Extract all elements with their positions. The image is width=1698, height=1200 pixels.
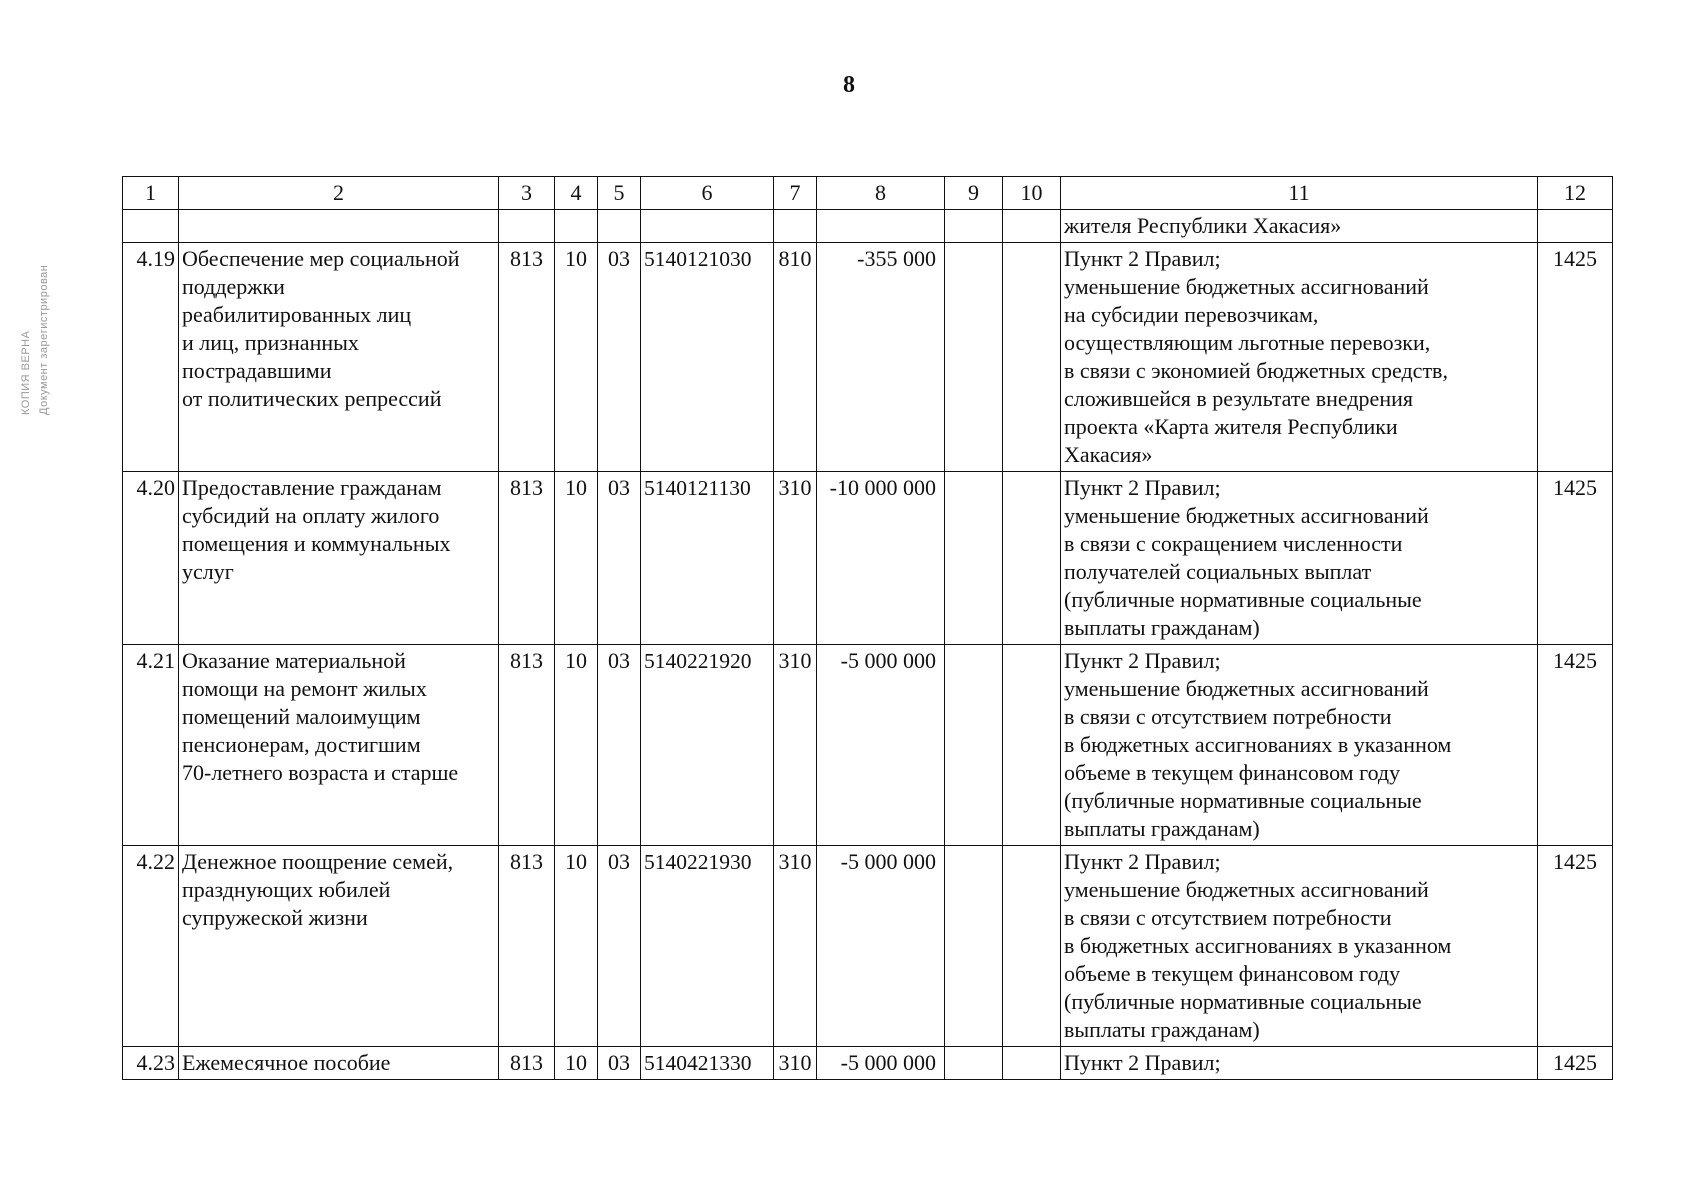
row-name-line: супружеской жизни bbox=[182, 905, 368, 930]
side-stamp-line: КОПИЯ ВЕРНА bbox=[20, 330, 32, 415]
code-c4: 10 bbox=[555, 472, 598, 645]
row-note bbox=[1061, 243, 1538, 472]
cell-empty bbox=[1538, 210, 1613, 243]
row-note-line: в бюджетных ассигнованиях в указанном bbox=[1064, 732, 1452, 757]
code-c12: 1425 bbox=[1538, 1047, 1613, 1080]
row-note-line: (публичные нормативные социальные bbox=[1064, 989, 1422, 1014]
cell-c10 bbox=[1003, 243, 1061, 472]
amount: -5 000 000 bbox=[817, 645, 945, 846]
row-note-line: в связи с отсутствием потребности bbox=[1064, 704, 1392, 729]
cell-empty bbox=[555, 210, 598, 243]
amount: -5 000 000 bbox=[817, 1047, 945, 1080]
row-name-line: реабилитированных лиц bbox=[182, 302, 412, 327]
row-number: 4.20 bbox=[123, 472, 179, 645]
cell-empty bbox=[945, 210, 1003, 243]
cell-c10 bbox=[1003, 1047, 1061, 1080]
code-c6: 5140221920 bbox=[641, 645, 774, 846]
row-note-line: сложившейся в результате внедрения bbox=[1064, 386, 1413, 411]
row-note-line: осуществляющим льготные перевозки, bbox=[1064, 330, 1431, 355]
row-name bbox=[179, 846, 499, 1047]
cell-c10 bbox=[1003, 472, 1061, 645]
row-name-line: Оказание материальной bbox=[182, 648, 406, 673]
row-note-line: объеме в текущем финансовом году bbox=[1064, 760, 1401, 785]
row-name-line: помещений малоимущим bbox=[182, 704, 421, 729]
table-row bbox=[123, 846, 1613, 1047]
row-name-line: Ежемесячное пособие bbox=[182, 1050, 391, 1075]
cell-empty bbox=[1003, 210, 1061, 243]
column-header: 4 bbox=[555, 177, 598, 210]
row-note-line: в связи с экономией бюджетных средств, bbox=[1064, 358, 1448, 383]
column-header: 1 bbox=[123, 177, 179, 210]
column-header: 10 bbox=[1003, 177, 1061, 210]
code-c4: 10 bbox=[555, 243, 598, 472]
row-note-line: проекта «Карта жителя Республики bbox=[1064, 414, 1398, 439]
row-note bbox=[1061, 1047, 1538, 1080]
code-c3: 813 bbox=[499, 846, 555, 1047]
code-c7: 310 bbox=[774, 1047, 817, 1080]
code-c4: 10 bbox=[555, 846, 598, 1047]
cell-empty bbox=[499, 210, 555, 243]
code-c5: 03 bbox=[598, 472, 641, 645]
table-row bbox=[123, 472, 1613, 645]
code-c6: 5140221930 bbox=[641, 846, 774, 1047]
code-c6: 5140121130 bbox=[641, 472, 774, 645]
row-name-line: поддержки bbox=[182, 274, 285, 299]
row-note-line: уменьшение бюджетных ассигнований bbox=[1064, 877, 1429, 902]
code-c4: 10 bbox=[555, 645, 598, 846]
row-name-line: празднующих юбилей bbox=[182, 877, 391, 902]
row-name bbox=[179, 1047, 499, 1080]
table-row bbox=[123, 645, 1613, 846]
code-c3: 813 bbox=[499, 1047, 555, 1080]
row-name bbox=[179, 472, 499, 645]
row-name-line: субсидий на оплату жилого bbox=[182, 503, 440, 528]
cell-empty bbox=[123, 210, 179, 243]
cell-empty bbox=[179, 210, 499, 243]
row-note-line: уменьшение бюджетных ассигнований bbox=[1064, 503, 1429, 528]
code-c7: 810 bbox=[774, 243, 817, 472]
row-name-line: помощи на ремонт жилых bbox=[182, 676, 427, 701]
row-note-line: Пункт 2 Правил; bbox=[1064, 1050, 1221, 1075]
code-c6: 5140421330 bbox=[641, 1047, 774, 1080]
row-name-line: от политических репрессий bbox=[182, 386, 442, 411]
code-c5: 03 bbox=[598, 645, 641, 846]
code-c3: 813 bbox=[499, 472, 555, 645]
code-c7: 310 bbox=[774, 846, 817, 1047]
row-note-line: Пункт 2 Правил; bbox=[1064, 849, 1221, 874]
row-name-line: Денежное поощрение семей, bbox=[182, 849, 454, 874]
cell-empty bbox=[598, 210, 641, 243]
code-c12: 1425 bbox=[1538, 243, 1613, 472]
code-c7: 310 bbox=[774, 645, 817, 846]
row-note-line: в связи с отсутствием потребности bbox=[1064, 905, 1392, 930]
code-c6: 5140121030 bbox=[641, 243, 774, 472]
budget-table bbox=[122, 176, 1613, 1080]
continuation-note: жителя Республики Хакасия» bbox=[1061, 210, 1538, 243]
cell-empty bbox=[817, 210, 945, 243]
code-c4: 10 bbox=[555, 1047, 598, 1080]
code-c12: 1425 bbox=[1538, 472, 1613, 645]
row-name-line: пострадавшими bbox=[182, 358, 332, 383]
continuation-row bbox=[123, 210, 1613, 243]
column-header: 6 bbox=[641, 177, 774, 210]
row-note bbox=[1061, 846, 1538, 1047]
row-note-line: выплаты гражданам) bbox=[1064, 816, 1260, 841]
row-note bbox=[1061, 472, 1538, 645]
side-stamp bbox=[20, 200, 100, 415]
amount: -355 000 bbox=[817, 243, 945, 472]
row-name-line: пенсионерам, достигшим bbox=[182, 732, 421, 757]
column-header: 5 bbox=[598, 177, 641, 210]
row-name-line: Обеспечение мер социальной bbox=[182, 246, 460, 271]
row-note-line: (публичные нормативные социальные bbox=[1064, 788, 1422, 813]
column-header: 11 bbox=[1061, 177, 1538, 210]
row-name bbox=[179, 645, 499, 846]
row-note-line: Пункт 2 Правил; bbox=[1064, 648, 1221, 673]
table-row bbox=[123, 243, 1613, 472]
row-note-line: Хакасия» bbox=[1064, 442, 1153, 467]
code-c12: 1425 bbox=[1538, 645, 1613, 846]
row-number: 4.22 bbox=[123, 846, 179, 1047]
code-c3: 813 bbox=[499, 243, 555, 472]
code-c7: 310 bbox=[774, 472, 817, 645]
cell-c9 bbox=[945, 645, 1003, 846]
column-header: 2 bbox=[179, 177, 499, 210]
row-note-line: в связи с сокращением численности bbox=[1064, 531, 1403, 556]
row-name bbox=[179, 243, 499, 472]
amount: -5 000 000 bbox=[817, 846, 945, 1047]
header-row bbox=[123, 177, 1613, 210]
column-header: 12 bbox=[1538, 177, 1613, 210]
row-name-line: и лиц, признанных bbox=[182, 330, 359, 355]
row-name-line: 70-летнего возраста и старше bbox=[182, 760, 459, 785]
cell-c10 bbox=[1003, 645, 1061, 846]
row-note-line: выплаты гражданам) bbox=[1064, 1017, 1260, 1042]
row-note-line: выплаты гражданам) bbox=[1064, 615, 1260, 640]
row-name-line: помещения и коммунальных bbox=[182, 531, 451, 556]
code-c5: 03 bbox=[598, 846, 641, 1047]
code-c5: 03 bbox=[598, 243, 641, 472]
cell-empty bbox=[774, 210, 817, 243]
cell-empty bbox=[641, 210, 774, 243]
row-name-line: Предоставление гражданам bbox=[182, 475, 442, 500]
side-stamp-line: Документ зарегистрирован bbox=[38, 264, 50, 415]
row-note-line: Пункт 2 Правил; bbox=[1064, 246, 1221, 271]
cell-c9 bbox=[945, 472, 1003, 645]
code-c5: 03 bbox=[598, 1047, 641, 1080]
row-note-line: Пункт 2 Правил; bbox=[1064, 475, 1221, 500]
column-header: 3 bbox=[499, 177, 555, 210]
row-number: 4.21 bbox=[123, 645, 179, 846]
table-row bbox=[123, 1047, 1613, 1080]
row-note-line: получателей социальных выплат bbox=[1064, 559, 1372, 584]
row-number: 4.19 bbox=[123, 243, 179, 472]
column-header: 9 bbox=[945, 177, 1003, 210]
row-note-line: объеме в текущем финансовом году bbox=[1064, 961, 1401, 986]
cell-c9 bbox=[945, 1047, 1003, 1080]
row-number: 4.23 bbox=[123, 1047, 179, 1080]
row-note-line: уменьшение бюджетных ассигнований bbox=[1064, 274, 1429, 299]
row-note-line: уменьшение бюджетных ассигнований bbox=[1064, 676, 1429, 701]
row-note-line: в бюджетных ассигнованиях в указанном bbox=[1064, 933, 1452, 958]
cell-c9 bbox=[945, 846, 1003, 1047]
row-note-line: на субсидии перевозчикам, bbox=[1064, 302, 1319, 327]
amount: -10 000 000 bbox=[817, 472, 945, 645]
cell-c10 bbox=[1003, 846, 1061, 1047]
row-name-line: услуг bbox=[182, 559, 234, 584]
row-note-line: (публичные нормативные социальные bbox=[1064, 587, 1422, 612]
row-note bbox=[1061, 645, 1538, 846]
code-c12: 1425 bbox=[1538, 846, 1613, 1047]
page-number: 8 bbox=[843, 72, 855, 98]
cell-c9 bbox=[945, 243, 1003, 472]
column-header: 8 bbox=[817, 177, 945, 210]
column-header: 7 bbox=[774, 177, 817, 210]
code-c3: 813 bbox=[499, 645, 555, 846]
